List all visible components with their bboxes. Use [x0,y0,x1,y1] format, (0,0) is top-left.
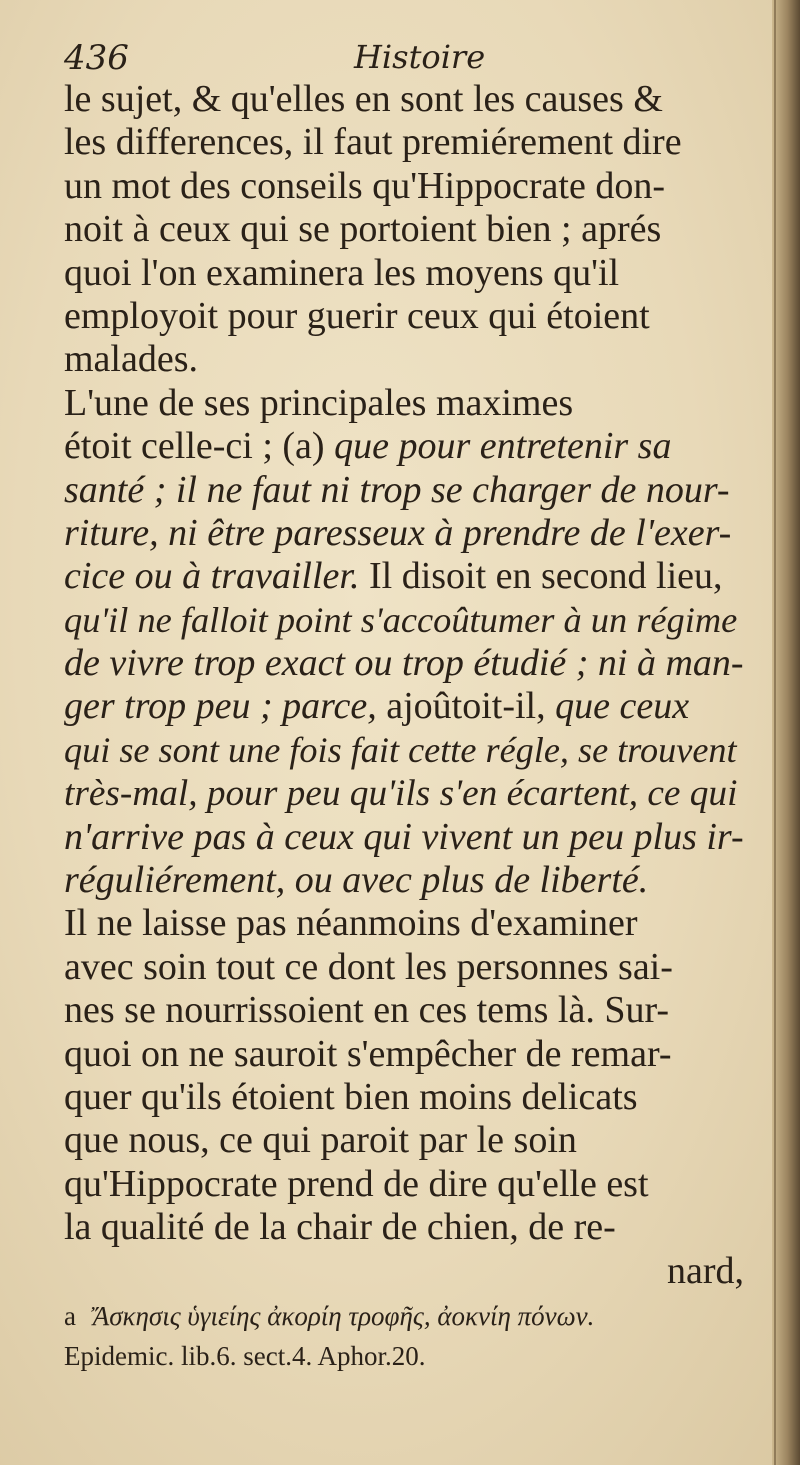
text-line [64,555,744,598]
page-header [64,38,744,82]
text-segment: un mot des conseils qu'Hippocrate don- [64,164,666,207]
footnote-greek-line [64,1296,744,1336]
text-line [64,338,744,381]
text-line [64,1119,744,1162]
book-spine [772,0,800,1465]
text-line [64,165,744,208]
catchword: nard, [666,1249,744,1292]
text-segment: L'une de ses principales maximes [64,381,574,424]
footnote-greek-quote: Ἄσκησις ὑγιείης ἀκορίη τροφῆς, ἀοκνίη πόνων. [92,1301,595,1331]
text-segment: étoit celle-ci ; (a) [64,425,335,468]
body-text [64,78,744,1293]
text-segment: avec soin tout ce dont les personnes sai- [64,945,673,988]
text-line [64,252,744,295]
italic-quote-segment: de vivre trop exact ou trop étudié ; ni à man- [64,642,744,685]
text-line [64,1163,744,1206]
text-line [64,208,744,251]
italic-quote-segment: très-mal, pour peu qu'ils s'en écartent, ce qui [64,773,738,815]
running-head: Histoire [354,38,486,76]
text-segment: la qualité de la chair de chien, de re- [64,1206,616,1249]
italic-quote-segment: ger trop peu ; parce, [64,685,387,728]
italic-quote-segment: santé ; il ne faut ni trop se charger de nour- [64,468,730,511]
text-line [64,469,744,512]
text-line [64,599,744,642]
italic-quote-segment: cice ou à travailler. [64,555,360,598]
text-segment: quoi on ne sauroit s'empêcher de remar- [64,1032,672,1075]
text-line [64,729,744,772]
text-segment: qu'Hippocrate prend de dire qu'elle est [64,1162,649,1205]
footnote [64,1296,744,1376]
text-segment: les differences, il faut premiérement dire [64,121,682,164]
text-line [64,859,744,902]
footnote-reference: Epidemic. lib.6. sect.4. Aphor.20. [64,1341,426,1371]
text-line [64,902,744,945]
italic-quote-segment: que ceux [555,685,690,728]
text-line [64,78,744,121]
text-segment: nes se nourrissoient en ces tems là. Sur- [64,989,669,1032]
text-segment: Il ne laisse pas néanmoins d'examiner [64,902,638,945]
text-segment: le sujet, & qu'elles en sont les causes & [64,78,663,120]
text-line [64,425,744,468]
text-line [64,1033,744,1076]
italic-quote-segment: qui se sont une fois fait cette régle, se trouvent [64,729,737,770]
italic-quote-segment: qu'il ne falloit point s'accoûtumer à un régime [64,599,738,640]
text-segment: que nous, ce qui paroit par le soin [64,1119,577,1162]
text-line [64,1206,744,1249]
text-line [64,989,744,1032]
text-line [64,512,744,555]
text-segment: employoit pour guerir ceux qui étoient [64,294,650,337]
text-line [64,772,744,815]
text-line [64,121,744,164]
page-number: 436 [64,38,129,78]
italic-quote-segment: que pour entretenir sa [334,425,672,468]
text-line [64,1076,744,1119]
italic-quote-segment: riture, ni être paresseux à prendre de l'exer- [64,511,732,554]
text-segment: Il disoit en second lieu, [359,555,723,598]
footnote-mark: a [64,1301,76,1331]
text-line [64,816,744,859]
text-segment: quoi l'on examinera les moyens qu'il [64,251,620,294]
text-segment: ajoûtoit-il, [386,685,556,728]
text-line [64,382,744,425]
text-line [64,295,744,338]
text-segment: malades. [64,338,199,381]
text-line [64,642,744,685]
text-segment: noit à ceux qui se portoient bien ; aprés [64,208,662,251]
text-segment: quer qu'ils étoient bien moins delicats [64,1075,638,1118]
text-line [64,685,744,728]
italic-quote-segment: n'arrive pas à ceux qui vivent un peu plus ir- [64,815,744,858]
gutter-line [774,0,776,1465]
italic-quote-segment: réguliérement, ou avec plus de liberté. [64,859,649,902]
text-line [64,946,744,989]
